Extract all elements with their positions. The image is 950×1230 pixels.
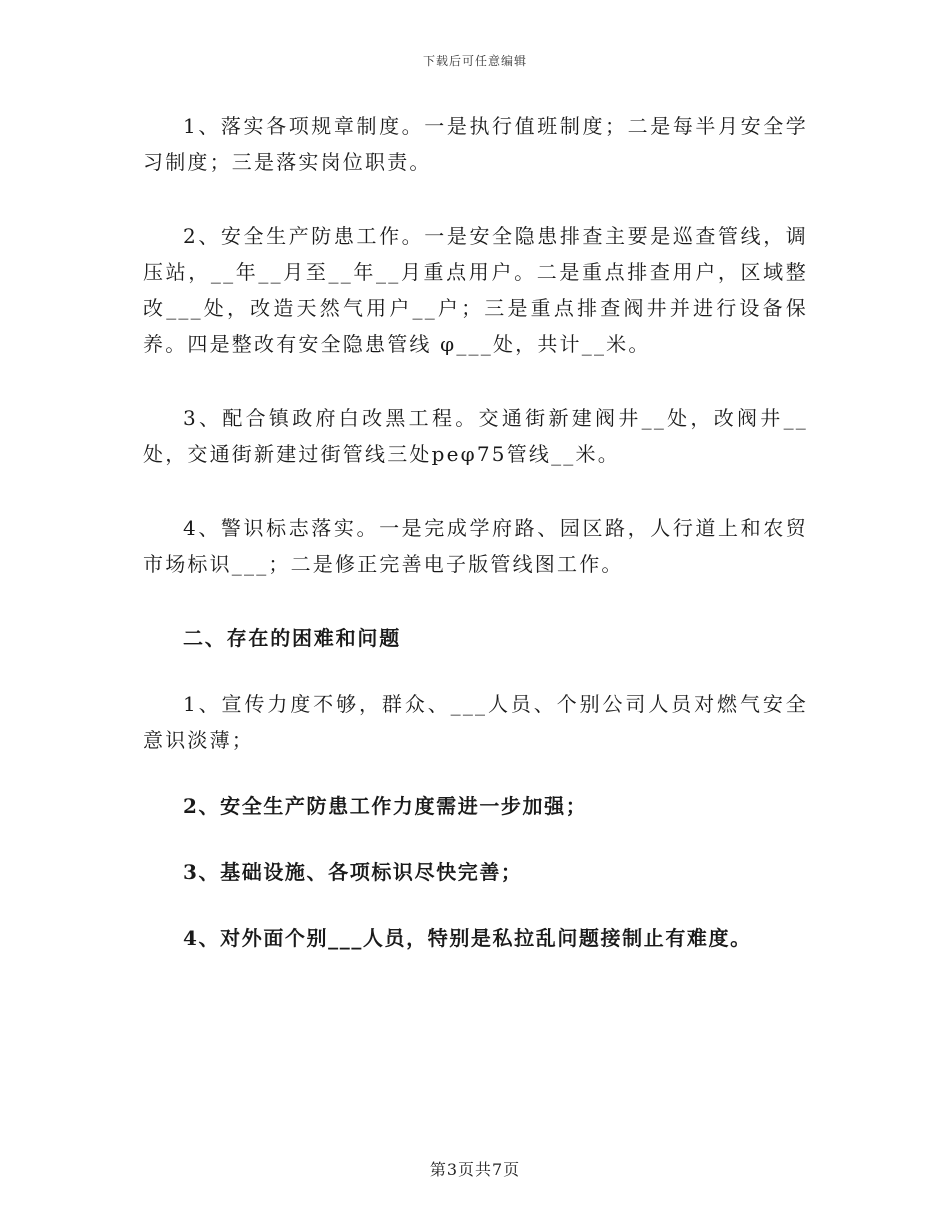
paragraph-road-project: 3、配合镇政府白改黑工程。交通街新建阀井__处，改阀井__处，交通街新建过街管线三处peφ75管线__米。: [143, 406, 808, 466]
page-header: 下载后可任意编辑: [422, 54, 527, 68]
problem-item-2: 2、安全生产防患工作力度需进一步加强；: [183, 794, 588, 818]
problem-item-3: 3、基础设施、各项标识尽快完善；: [183, 860, 523, 884]
problem-item-1: 1、宣传力度不够，群众、___人员、个别公司人员对燃气安全意识淡薄；: [143, 692, 808, 752]
paragraph-safety-work: 2、安全生产防患工作。一是安全隐患排查主要是巡查管线，调压站，__年__月至__年__月重点用户。二是重点排查用户，区域整改___处，改造天然气用户__户；三是重点排查阀井并进行设备保养。四是整改有安全隐患管线 φ___处，共计__米。: [143, 224, 808, 356]
problem-item-4: 4、对外面个别___人员，特别是私拉乱问题接制止有难度。: [183, 926, 752, 950]
section-heading-problems: 二、存在的困难和问题: [183, 626, 401, 650]
page-number: 第3页共7页: [429, 1160, 521, 1179]
paragraph-rules: 1、落实各项规章制度。一是执行值班制度；二是每半月安全学习制度；三是落实岗位职责。: [143, 114, 808, 174]
document-body: [143, 108, 808, 956]
paragraph-signage: 4、警识标志落实。一是完成学府路、园区路，人行道上和农贸市场标识___；二是修正完善电子版管线图工作。: [143, 516, 808, 576]
